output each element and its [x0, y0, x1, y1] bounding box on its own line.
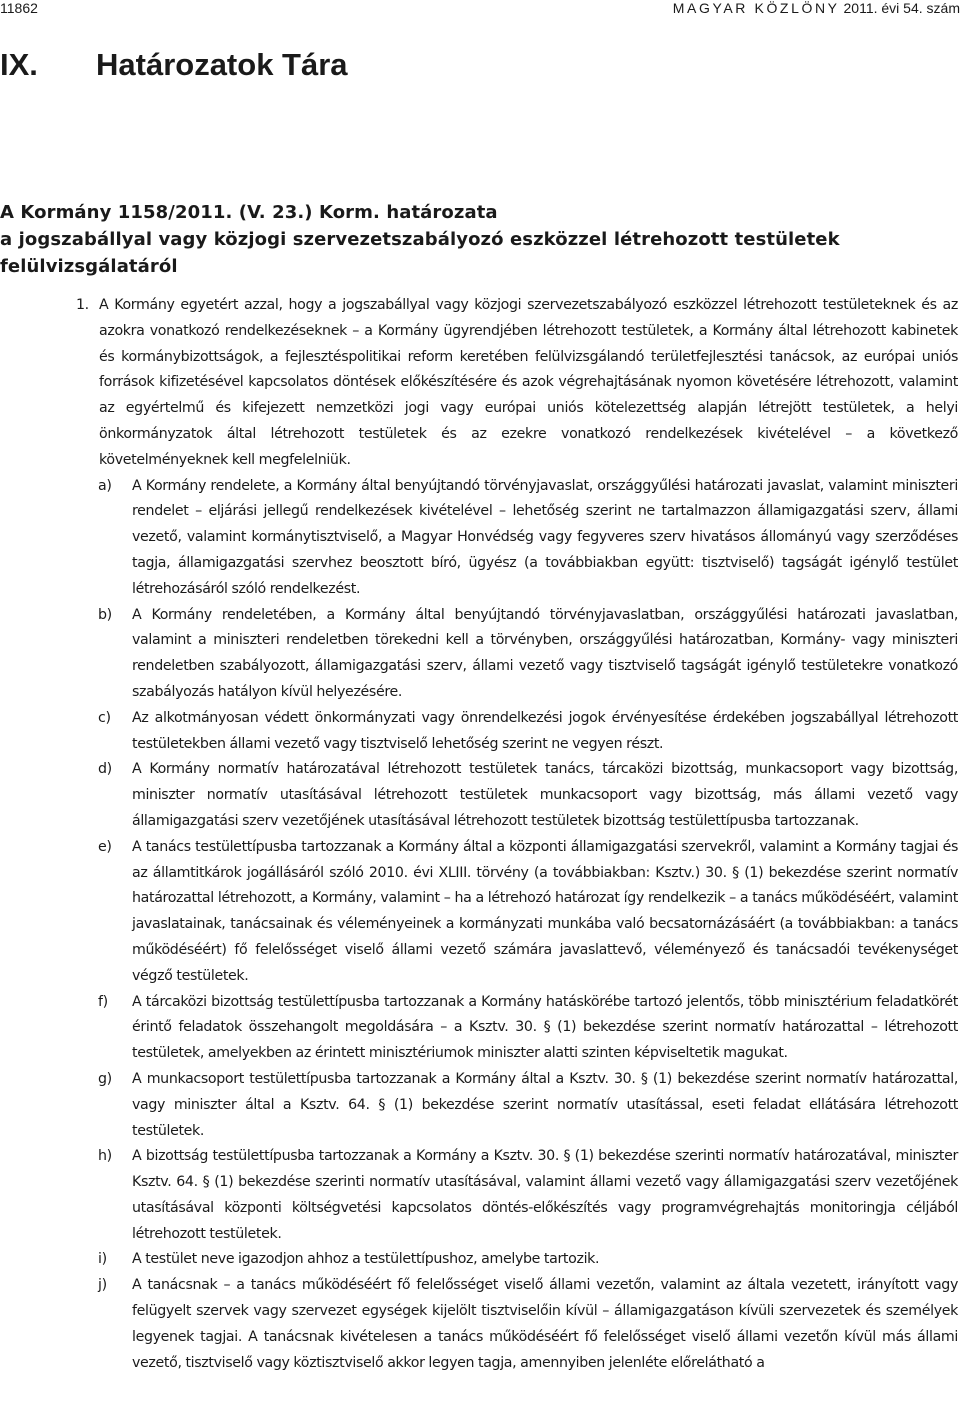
list-item-f	[0, 990, 958, 1067]
list-item-b	[0, 603, 958, 706]
list-item-marker: b)	[98, 606, 112, 623]
decision-heading-line: A Kormány 1158/2011. (V. 23.) Korm. határozata	[0, 202, 498, 223]
list-item-text: A munkacsoport testülettípusba tartozzanak a Kormány által a Ksztv. 30. § (1) bekezdése szerint normatív határozattal, vagy miniszter által a Ksztv. 64. § (1) bekezdése szerint normatív utasítással, eseti feladat ellátására létrehozott testületek.	[132, 1070, 958, 1139]
paragraph-number: 1.	[76, 297, 89, 313]
journal-name: MAGYAR KÖZLÖNY	[672, 0, 840, 16]
list-item-marker: a)	[98, 477, 112, 494]
list-item-marker: h)	[98, 1148, 112, 1165]
list-item-text: A testület neve igazodjon ahhoz a testülettípushoz, amelybe tartozik.	[132, 1251, 600, 1268]
list-item-marker: j)	[98, 1277, 107, 1294]
list-item-g	[0, 1067, 958, 1144]
section-title	[0, 46, 348, 84]
list-item-marker: e)	[98, 838, 112, 855]
page-number: 11862	[0, 0, 38, 16]
list-item-marker: d)	[98, 761, 112, 778]
decision-heading-line: felülvizsgálatáról	[0, 256, 178, 277]
list-item-text: A Kormány rendelete, a Kormány által benyújtandó törvényjavaslat, országgyűlési határozati javaslat, valamint miniszteri rendelet – eljárási jellegű rendelkezések kivételével – lehetőség szerint ne tartalmazzon államigazgatási szerv, állami vezető, valamint kormánytisztviselő, a Magyar Honvédség vagy fegyveres szerv hivatásos állományú vagy szerződéses tagja, államigazgatási szervhez beosztott bíró, ügyész (a továbbiakban együtt: tisztviselő) tagságát igénylő testület létrehozásáról szóló rendelkezést.	[132, 477, 958, 597]
running-head	[0, 0, 960, 22]
list-item-d	[0, 757, 958, 834]
journal-issue-label	[673, 0, 960, 16]
decision-heading	[0, 199, 900, 280]
list-item-text: A tárcaközi bizottság testülettípusba tartozzanak a Kormány hatáskörébe tartozó jelentős, több minisztérium feladatkörét érintő feladatok összehangolt megoldására – a Ksztv. 30. § (1) bekezdése szerint normatív határozattal – létrehozott testületek, amelyekben az érintett minisztériumok miniszter alatti szinten képviseltetik magukat.	[132, 993, 958, 1062]
issue-number: 2011. évi 54. szám	[843, 0, 960, 16]
list-item-marker: g)	[98, 1070, 112, 1087]
list-item-i	[0, 1247, 958, 1273]
list-item-text: A Kormány normatív határozatával létrehozott testületek tanács, tárcaközi bizottság, munkacsoport vagy bizottság, miniszter normatív utasításával létrehozott testületek munkacsoport vagy bizottság, más állami vezető vagy államigazgatási szerv vezetőjének utasításával létrehozott testületek bizottság testülettípusba tartozzanak.	[132, 761, 958, 829]
list-item-marker: f)	[98, 993, 108, 1010]
paragraph-1	[0, 293, 958, 474]
list-item-marker: c)	[98, 709, 111, 726]
list-item-text: A bizottság testülettípusba tartozzanak a Kormány a Ksztv. 30. § (1) bekezdése szerinti normatív határozatával, miniszter Ksztv. 64. § (1) bekezdése szerinti normatív utasításával, valamint állami vezető vagy államigazgatási szerv vezetőjének utasításával központi költségvetési kapcsolatos döntés-előkészítés vagy programvégrehajtás monitoringja céljából létrehozott testületek.	[132, 1148, 958, 1242]
list-item-j	[0, 1273, 958, 1376]
list-item-text: Az alkotmányosan védett önkormányzati vagy önrendelkezési jogok érvényesítése érdekében jogszabállyal létrehozott testületekben állami vezető vagy tisztviselő lehetőség szerint ne vegyen részt.	[132, 709, 958, 752]
list-item-h	[0, 1144, 958, 1247]
decision-heading-line: a jogszabállyal vagy közjogi szervezetszabályozó eszközzel létrehozott testületek	[0, 229, 840, 250]
list-item-text: A tanácsnak – a tanács működéséért fő felelősséget viselő állami vezetőn, valamint az általa vezetett, irányított vagy felügyelt szervek vagy szervezet egységek kijelölt tisztviselőin kívül – államigazgatáson kívüli szervezetek és személyek legyenek tagjai. A tanácsnak kivételesen a tanács működéséért fő felelősséget viselő állami vezetőn kívül más állami vezető, tisztviselő vagy köztisztviselő akkor legyen tagja, amennyiben jelenléte előrelátható a	[132, 1277, 958, 1371]
list-item-text: A tanács testülettípusba tartozzanak a Kormány által a központi államigazgatási szervekről, valamint a Kormány tagjai és az államtitkárok jogállásáról szóló 2010. évi XLIII. törvény (a továbbiakban: Ksztv.) 30. § (1) bekezdése szerint normatív határozattal létrehozott, a Kormány, valamint – ha a létrehozó határozat így rendelkezik – a tanács működéséért, valamint javaslatainak, tanácsainak és véleményeinek a kormányzati munkába való becsatornázásáért (a továbbiakban: a tanács működéséért) fő felelősséget viselő állami vezető számára javaslattevő, véleményező és tanácsadói tevékenységet végző testületek.	[132, 838, 958, 984]
list-item-e	[0, 835, 958, 990]
list-item-c	[0, 706, 958, 758]
list-item-text: A Kormány rendeletében, a Kormány által benyújtandó törvényjavaslatban, országgyűlési határozati javaslatban, valamint a miniszteri rendeletben törekedni kell a törvényben, országgyűlési határozatban, Kormány- vagy miniszteri rendeletben szabályozott, államigazgatási szerv, állami vezető vagy tisztviselő tagságát igénylő testületekre vonatkozó szabályozás hatályon kívül helyezésére.	[132, 606, 958, 700]
section-number: IX.	[0, 47, 38, 82]
decision-body	[0, 293, 958, 1376]
list-item-a	[0, 474, 958, 603]
section-name: Határozatok Tára	[96, 47, 348, 82]
paragraph-text: A Kormány egyetért azzal, hogy a jogszabállyal vagy közjogi szervezetszabályozó eszközzel létrehozott testületeknek és az azokra vonatkozó rendelkezéseknek – a Kormány ügyrendjében létrehozott testületek, a Kormány által létrehozott kabinetek és kormánybizottságok, a fejlesztéspolitikai reform keretében felülvizsgálandó területfejlesztési tanácsok, az európai uniós források kifizetésével kapcsolatos döntések előkészítésére és azok végrehajtásának nyomon követésére létrehozott, valamint az egyértelmű és kifejezett nemzetközi jogi vagy európai uniós kötelezettség alapján létrejött testületek, a helyi önkormányzatok által létrehozott testületek és az ezekre vonatkozó rendelkezések kivételével – a következő követelményeknek kell megfelelniük.	[99, 297, 958, 468]
list-item-marker: i)	[98, 1251, 107, 1268]
